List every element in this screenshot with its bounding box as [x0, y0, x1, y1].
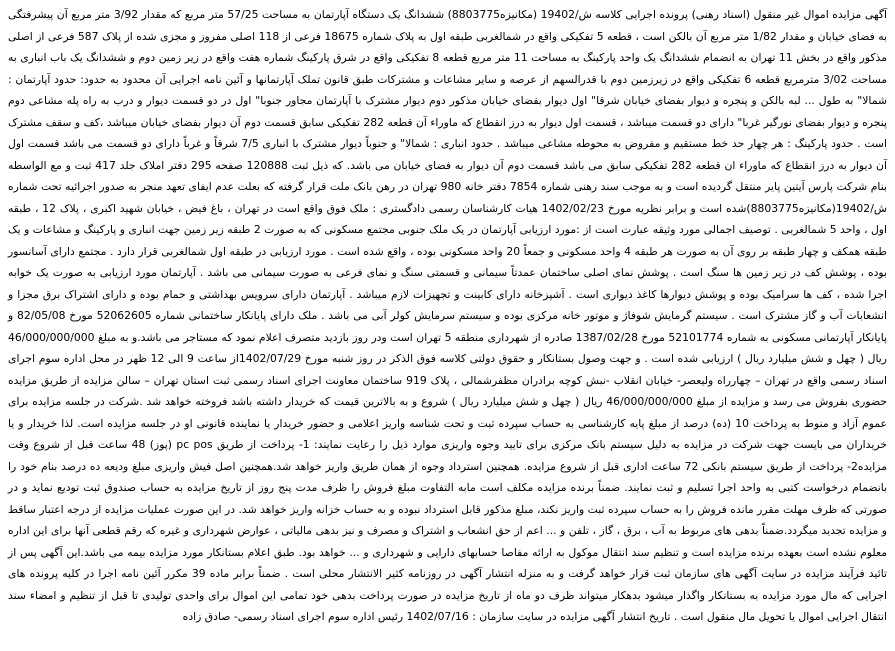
auction-notice-text: آگهی مزایده اموال غیر منقول (اسناد رهنی) پرونده اجرایی کلاسه ش/19402 (مکانیزه8803775) ششدانگ یک دستگاه آپارتمان به مساحت 57/25 متر مربع که مقدار 3/92 متر مربع آن پیشرفتگی به فضای خیابان و مقدار 1/82 متر مربع آن بالکن است ، قطعه 5 تفکیکی واقع در شمالغربی طبقه اول به پلاک شماره 18675 فرعی از 118 اصلی مفروز و مجزی شده از پلاک 587 فرعی از اصلی مذکور واقع در بخش 11 تهران به انضمام ششدانگ یک واحد پارکینگ به مساحت 11 متر مربع قطعه 8 تفکیکی واقع در شرق پارکینگ شماره هفت واقع در زیر زمین دوم و ششدانگ یک باب انباری به مساحت 3/02 مترمربع قطعه 6 تفکیکی واقع در زیرزمین دوم با قدرالسهم از عرصه و سایر مشاعات و مشترکات طبق قانون تملک آپارتمانها و آئین نامه اجرایی آن محدود به حدود: حدود آپارتمان : شمالا" به طول ... لبه بالکن و پنجره و دیوار بفضای خیابان شرقا" اول دیوار بفضای خیابان مذکور دوم دیوار مشترک با آپارتمان مجاور جنوبا" اول در دو قسمت دیوار و درب به راه پله مشاعی دوم پنجره و دیوار بفضای نورگیر غربا" دارای دو قسمت میباشد ، قسمت اول دیوار به درز انقطاع که ماوراء آن قطعه 282 تفکیکی سابق قسمت دوم آن دیوار بفضای خیابان میباشد ،کف و سقف مشترک است . حدود پارکینگ : هر چهار حد خط مستقیم و مفروض به محوطه مشاعی میباشد . حدود انباری : شمالا" و جنوباً دیوار مشترک با انباری 7/5 شرقاً و غرباً دارای دو قسمت می باشد قسمت اول آن دیوار به درز انقطاع که ماوراء ان قطعه 282 تفکیکی سابق می باشد قسمت دوم آن دیوار به فضای خیابان می باشد. که ذیل ثبت 120888 صفحه 295 دفتر املاک جلد 417 ثبت و مع الواسطه بنام شرکت پارس آیتین پایر منتقل گردیده است و به موجب سند رهنی شماره 7854 دفتر خانه 980 تهران در رهن بانک ملت قرار گرفته که بعلت عدم ایفای تعهد منجر به صدور اجرائیه تحت شماره ش/19402(مکانیزه8803775)شده است و برابر نظریه مورخ 1402/02/23 هیات کارشناسان رسمی دادگستری : ملک فوق واقع است در تهران ، باغ فیض ، خیابان شهید اکبری ، پلاک 12 ، طبقه اول ، واحد 5 شمالغربی . توصیف اجمالی مورد وثیقه عبارت است از :مورد ارزیابی آپارتمان در یک ملک جنوبی مجتمع مسکونی که به صورت 2 طبقه زیر زمین جهت انباری و پارکینگ و مشاعات و یک طبقه همکف و چهار طبقه بر روی آن به صورت هر طبقه 4 واحد مسکونی و جمعاً 20 واحد مسکونی بوده ، واقع شده است . مورد ارزیابی در طبقه اول شمالغربی قرار دارد . مجتمع دارای آسانسور بوده ، پوشش کف در زیر زمین ها سنگ است . پوشش نمای اصلی ساختمان عمدتاً سیمانی و قسمتی سنگ و نمای فرعی به صورت سیمانی می باشد . آپارتمان مورد ارزیابی به صورت یک خوابه اجرا شده ، کف ها سرامیک بوده و پوشش دیوارها کاغذ دیواری است . آشپزخانه دارای کابینت و تجهیزات لازم میباشد . آپارتمان دارای سرویس بهداشتی و حمام بوده و دارای اشتراک برق مجزا و انشعابات آب و گاز مشترک است . سیستم گرمایش شوفاژ و موتور خانه مرکزی بوده و سیستم سرمایش کولر آبی می باشد . ملک دارای پایانکار ساختمانی شماره 52062605 مورخ 82/05/08 و پایانکار آپارتمانی مسکونی به شماره 52101774 مورخ 1387/02/28 صادره از شهرداری منطقه 5 تهران است ودر روز بازدید متصرف اعلام نمود که مستاجر می باشد.و به مبلغ 46/000/000/000 ریال ( چهل و شش میلیارد ریال ) ارزیابی شده است . و جهت وصول بستانکار و حقوق دولتی کلاسه فوق الذکر در روز شنبه مورخ 1402/07/29از ساعت 9 الی 12 ظهر در محل اداره سوم اجرای اسناد رسمی واقع در تهران – چهارراه ولیعصر- خیابان انقلاب -نبش کوچه برادران مظفرشمالی ، پلاک 919 ساختمان معاونت اجرای اسناد رسمی ثبت استان تهران – سالن مزایده از طریق مزایده حضوری بفروش می رسد و مزایده از مبلغ 46/000/000/000 ریال ( چهل و شش میلیارد ریال ) شروع و به بالاترین قیمت که خریدار داشته باشد فروخته خواهد شد .شرکت در جلسه مزایده برای عموم آزاد و منوط به پرداخت 10 (ده) درصد از مبلغ پایه کارشناسی به حساب سپرده ثبت و تحت شناسه واریز اعلامی و حضور خریدار یا نماینده قانونی او در جلسه مزایده است. لذا خریدار و یا خریداران می بایست جهت شرکت در مزایده به دلیل سیستم بانک مرکزی برای تایید وجوه واریزی موارد ذیل را رعایت نمایند: 1- پرداخت از طریق pc pos (پوز) 48 ساعت قبل از شروع وقت مزایده2- پرداخت از طریق سیستم بانکی 72 ساعت اداری قبل از شروع مزایده. همچنین استرداد وجوه از همان طریق واریز خواهد شد.همچنین اصل فیش واریزی مبلغ ودیعه ده درصد بنام خود را بانضمام درخواست کتبی به واحد اجرا تسلیم و ثبت نمایند. ضمناً برنده مزایده مکلف است مابه التفاوت مبلغ فروش را ظرف مدت پنج روز از تاریخ مزایده به حساب صندوق ثبت تودیع نماید و در صورتی که ظرف مهلت مقرر مانده فروش را به حساب سپرده ثبت واریز نکند، مبلغ مذکور قابل استرداد نبوده و به حساب خزانه واریز خواهد شد. در این صورت عملیات مزایده از درجه اعتبار ساقط و مزایده تجدید میگردد.ضمناً بدهی های مربوط به آب ، برق ، گاز ، تلفن و ... اعم از حق انشعاب و اشتراک و مصرف و نیز بدهی مالیاتی ، عوارض شهرداری و غیره که رقم قطعی آنها برای این اداره معلوم نشده است بعهده برنده مزایده است و تنظیم سند انتقال موکول به ارائه مفاصا حسابهای دارایی و شهرداری و ... خواهد بود. طبق اعلام بستانکار مورد مزایده بیمه می باشد.این آگهی پس از تائید فرآیند مزایده در سایت آگهی های سازمان ثبت قرار خواهد گرفت و به منزله انتشار آگهی در روزنامه کثیر الانتشار محلی است . ضمناً برابر ماده 39 مکرر آئین نامه اجرا در کلیه پرونده های اجرایی که مال مورد مزایده به بستانکار واگذار میشود بدهکار میتواند ظرف دو ماه از تاریخ مزایده در صورت پرداخت بدهی خود تمامی این اموال برای واحدی تولیدی تا قبل از تنظیم و امضاء سند انتقال اجرایی اموال یا تحویل مال منقول است . تاریخ انتشار آگهی مزایده در سایت سازمان : 1402/07/16 رئیس اداره سوم اجرای اسناد رسمی- صادق زاده: [8, 8, 888, 623]
